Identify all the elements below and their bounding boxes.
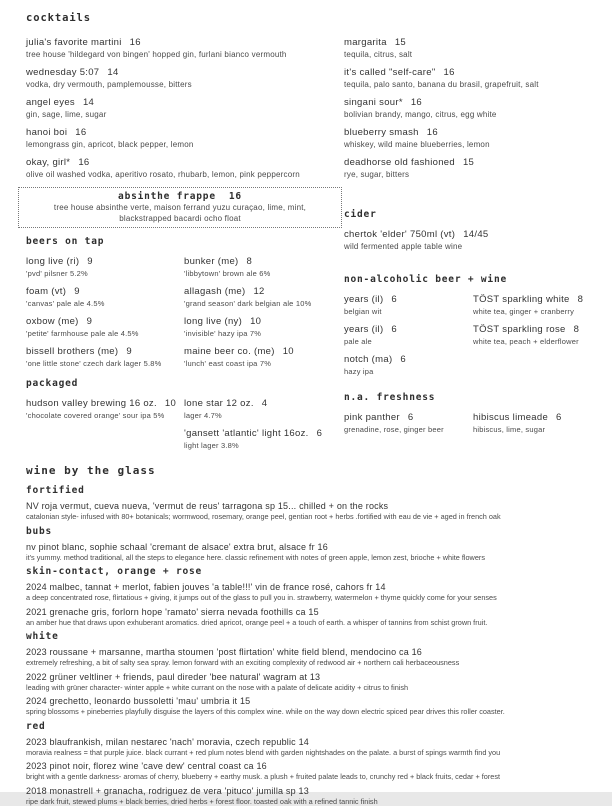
- item-name: angel eyes: [26, 97, 75, 108]
- item-desc: vodka, dry vermouth, pamplemousse, bitters: [26, 79, 344, 90]
- item-price: 6: [317, 428, 323, 439]
- menu-item: [184, 398, 344, 421]
- section-wine-by-the-glass: [26, 464, 588, 806]
- wine-title: 2023 roussane + marsanne, martha stoumen 'post flirtation' white field blend, mendocino ca 16: [26, 647, 588, 658]
- menu-item: [344, 412, 473, 435]
- item-price: 8: [574, 324, 580, 335]
- item-name-line: [26, 286, 184, 298]
- item-name-line: [26, 346, 184, 358]
- subsection-title-skin-contact: skin-contact, orange + rose: [26, 566, 588, 577]
- item-desc: 'one little stone' czech dark lager 5.8%: [26, 358, 184, 369]
- menu-item: [184, 346, 344, 369]
- section-non-alcoholic: [344, 274, 588, 384]
- packaged-grid: [26, 398, 344, 458]
- non-alcoholic-grid: [344, 294, 588, 384]
- item-desc: hazy ipa: [344, 366, 473, 377]
- wine-item: [26, 607, 588, 628]
- section-title-wine-by-the-glass: wine by the glass: [26, 464, 588, 477]
- section-na-freshness: [344, 392, 588, 442]
- item-name: deadhorse old fashioned: [344, 157, 455, 168]
- section-title-non-alcoholic: non-alcoholic beer + wine: [344, 274, 588, 286]
- item-name-line: [184, 286, 344, 298]
- cocktails-right-column: [344, 37, 588, 187]
- item-name-line: [26, 398, 184, 410]
- item-desc: bolivian brandy, mango, citrus, egg white: [344, 109, 588, 120]
- item-price: 10: [250, 316, 261, 327]
- item-name-line: [344, 97, 588, 109]
- menu-item: [26, 316, 184, 339]
- item-desc: lemongrass gin, apricot, black pepper, lemon: [26, 139, 344, 150]
- wine-item: [26, 737, 588, 758]
- subsection-title-white: white: [26, 631, 588, 642]
- item-name-line: [344, 324, 473, 336]
- wine-item: [26, 786, 588, 806]
- item-price: 10: [165, 398, 176, 409]
- item-desc: whiskey, wild maine blueberries, lemon: [344, 139, 588, 150]
- item-desc: tequila, citrus, salt: [344, 49, 588, 60]
- item-name: 'gansett 'atlantic' light 16oz.: [184, 428, 309, 439]
- section-packaged: [26, 378, 344, 458]
- item-price: 16: [444, 67, 455, 78]
- item-name: years (il): [344, 324, 383, 335]
- subsection-title-fortified: fortified: [26, 485, 588, 496]
- menu-item: [344, 37, 588, 60]
- menu-item: [473, 294, 588, 317]
- item-price: 14: [83, 97, 94, 108]
- item-name-line: [344, 37, 588, 49]
- middle-left-column: [26, 187, 344, 458]
- wine-note: extremely refreshing, a bit of salty sea spray. lemon forward with an exciting complexity of redwood air + northern cali herbaceousness: [26, 658, 588, 668]
- item-name: wednesday 5:07: [26, 67, 99, 78]
- wine-title: 2022 grüner veltliner + friends, paul direder 'bee natural' wagram at 13: [26, 672, 588, 683]
- item-desc: tree house absinthe verte, maison ferrand yuzu curaçao, lime, mint, blackstrapped bacardi ocho float: [27, 203, 333, 224]
- wine-subsection-fortified: [26, 485, 588, 522]
- item-price: 16: [130, 37, 141, 48]
- item-name: it's called "self-care": [344, 67, 436, 78]
- section-beers-on-tap: [26, 236, 344, 376]
- item-name: TÖST sparkling white: [473, 294, 570, 305]
- item-name-line: [344, 157, 588, 169]
- item-name: hudson valley brewing 16 oz.: [26, 398, 157, 409]
- item-name: long live (ri): [26, 256, 79, 267]
- wine-note: leading with grüner character- winter apple + white currant on the nose with a palate of delicate acidity + citrus to finish: [26, 683, 588, 693]
- item-name: TÖST sparkling rose: [473, 324, 566, 335]
- item-desc: wild fermented apple table wine: [344, 241, 588, 252]
- item-price: 8: [578, 294, 584, 305]
- section-title-cocktails: cocktails: [26, 12, 588, 25]
- item-name-line: [184, 256, 344, 268]
- item-name-line: [344, 67, 588, 79]
- item-desc: 'lunch' east coast ipa 7%: [184, 358, 344, 369]
- packaged-right-cell: [184, 398, 344, 458]
- item-price: 16: [78, 157, 89, 168]
- section-cider: [344, 209, 588, 252]
- middle-columns: [26, 187, 588, 458]
- menu-item: [26, 67, 344, 90]
- item-desc: olive oil washed vodka, aperitivo rosato, rhubarb, lemon, pink peppercorn: [26, 169, 344, 180]
- wine-item: [26, 696, 588, 717]
- wine-item: [26, 647, 588, 668]
- menu-item: [184, 428, 344, 451]
- item-price: 16: [229, 191, 242, 202]
- cocktails-left-column: [26, 37, 344, 187]
- menu-item: [344, 294, 473, 317]
- item-name-line: [344, 354, 473, 366]
- item-name: notch (ma): [344, 354, 392, 365]
- item-desc: rye, sugar, bitters: [344, 169, 588, 180]
- packaged-left-cell: [26, 398, 184, 458]
- menu-item: [473, 412, 588, 435]
- item-name: years (il): [344, 294, 383, 305]
- item-name-line: [26, 157, 344, 169]
- item-name: maine beer co. (me): [184, 346, 275, 357]
- item-price: 16: [427, 127, 438, 138]
- wine-title: NV roja vermut, cueva nueva, 'vermut de reus' tarragona sp 15... chilled + on the rocks: [26, 501, 588, 512]
- wine-note: moravia realness = that purple juice. black currant + red plum notes blend with garden nightshades on the palate. a burst of spings warmth find you: [26, 748, 588, 758]
- item-name: long live (ny): [184, 316, 242, 327]
- item-name-line: [473, 294, 588, 306]
- item-desc: tree house 'hildegard von bingen' hopped gin, furlani bianco vermouth: [26, 49, 344, 60]
- item-name: absinthe frappe: [118, 191, 216, 202]
- item-name-line: [344, 294, 473, 306]
- item-desc: tequila, palo santo, banana du brasil, grapefruit, salt: [344, 79, 588, 90]
- item-name-line: [344, 127, 588, 139]
- item-name-line: [26, 127, 344, 139]
- item-price: 14/45: [463, 229, 488, 240]
- menu-item: [184, 316, 344, 339]
- subsection-title-bubs: bubs: [26, 526, 588, 537]
- menu-item: [26, 286, 184, 309]
- item-name-line: [184, 316, 344, 328]
- wine-title: 2021 grenache gris, forlorn hope 'ramato' sierra nevada foothills ca 15: [26, 607, 588, 618]
- na-freshness-grid: [344, 412, 588, 442]
- cocktails-columns: [26, 37, 588, 187]
- item-price: 9: [87, 256, 93, 267]
- item-name-line: [26, 316, 184, 328]
- item-name-line: [184, 346, 344, 358]
- item-name-line: [344, 229, 588, 241]
- item-desc: 'canvas' pale ale 4.5%: [26, 298, 184, 309]
- section-title-cider: cider: [344, 209, 588, 221]
- item-desc: hibiscus, lime, sugar: [473, 424, 588, 435]
- item-name: okay, girl*: [26, 157, 70, 168]
- menu-item: [344, 354, 473, 377]
- item-name: julia's favorite martini: [26, 37, 122, 48]
- item-desc: light lager 3.8%: [184, 440, 344, 451]
- item-name-line: [27, 190, 333, 203]
- wine-title: 2018 monastrell + granacha, rodriguez de vera 'pituco' jumilla sp 13: [26, 786, 588, 797]
- wine-note: a deep concentrated rose, flirtatious + giving, it jumps out of the glass to pull you in. strawberry, watermelon + thyme quickly come for your senses: [26, 593, 588, 603]
- item-desc: white tea, peach + elderflower: [473, 336, 588, 347]
- menu-item: [344, 127, 588, 150]
- menu-item: [26, 127, 344, 150]
- menu-item: [26, 398, 184, 421]
- item-name-line: [26, 67, 344, 79]
- menu-item: [344, 97, 588, 120]
- item-desc: white tea, ginger + cranberry: [473, 306, 588, 317]
- wine-subsection-red: [26, 721, 588, 806]
- item-name-line: [344, 412, 473, 424]
- item-name: lone star 12 oz.: [184, 398, 254, 409]
- item-name: chertok 'elder' 750ml (vt): [344, 229, 455, 240]
- wine-title: nv pinot blanc, sophie schaal 'cremant de alsace' extra brut, alsace fr 16: [26, 542, 588, 553]
- item-name: hibiscus limeade: [473, 412, 548, 423]
- item-price: 8: [247, 256, 253, 267]
- wine-note: catalonian style- infused with 80+ botanicals; wormwood, rosemary, orange peel, gentian root + herbs .fortified with eau de vie + aged in french oak: [26, 512, 588, 522]
- wine-item: [26, 761, 588, 782]
- item-price: 16: [411, 97, 422, 108]
- empty-cell: [473, 354, 588, 384]
- item-desc: gin, sage, lime, sugar: [26, 109, 344, 120]
- item-name-line: [473, 324, 588, 336]
- item-price: 9: [74, 286, 80, 297]
- absinthe-frappe-box: [18, 187, 342, 228]
- menu-item: [344, 229, 588, 252]
- menu-item: [344, 324, 473, 347]
- item-name: margarita: [344, 37, 387, 48]
- item-price: 12: [253, 286, 264, 297]
- wine-item: [26, 582, 588, 603]
- section-title-beers-on-tap: beers on tap: [26, 236, 344, 248]
- item-price: 9: [87, 316, 93, 327]
- wine-subsection-white: [26, 631, 588, 717]
- item-name-line: [184, 398, 344, 410]
- wine-title: 2023 blaufrankish, milan nestarec 'nach' moravia, czech republic 14: [26, 737, 588, 748]
- menu-item: [26, 97, 344, 120]
- menu-item: [344, 157, 588, 180]
- wine-item: [26, 542, 588, 563]
- item-name: hanoi boi: [26, 127, 67, 138]
- item-price: 4: [262, 398, 268, 409]
- wine-note: ripe dark fruit, stewed plums + black berries, dried herbs + forest floor. toasted oak with a refined tannic finish: [26, 797, 588, 806]
- item-name-line: [26, 97, 344, 109]
- item-price: 9: [126, 346, 132, 357]
- wine-item: [26, 672, 588, 693]
- item-price: 14: [107, 67, 118, 78]
- item-price: 15: [463, 157, 474, 168]
- item-name: blueberry smash: [344, 127, 419, 138]
- wine-subsection-skin-contact: [26, 566, 588, 627]
- item-price: 6: [408, 412, 414, 423]
- item-name-line: [26, 256, 184, 268]
- item-price: 6: [391, 294, 397, 305]
- wine-note: spring blossoms + pineberries playfully disguise the layers of this complex wine. while on the way down electric spiced pear drives this roller coaster.: [26, 707, 588, 717]
- item-desc: pale ale: [344, 336, 473, 347]
- item-desc: 'pvd' pilsner 5.2%: [26, 268, 184, 279]
- beers-grid: [26, 256, 344, 376]
- item-desc: belgian wit: [344, 306, 473, 317]
- section-title-packaged: packaged: [26, 378, 344, 390]
- wine-note: it's yummy. method traditional, all the steps to elegance here. classic refinement with notes of green apple, lemon zest, brioche + white flowers: [26, 553, 588, 563]
- wine-note: bright with a gentle darkness- aromas of cherry, blueberry + earthy musk. a plush + fruited palate leads to, crunchy red + black fruits, cedar + forest: [26, 772, 588, 782]
- section-title-na-freshness: n.a. freshness: [344, 392, 588, 404]
- item-name: bunker (me): [184, 256, 239, 267]
- wine-note: an amber hue that draws upon exhuberant aromatics. dried apricot, orange peel + a touch of earth. a whisper of tannins from schist grown fruit.: [26, 618, 588, 628]
- item-name: singani sour*: [344, 97, 403, 108]
- menu-item: [344, 67, 588, 90]
- wine-subsection-bubs: [26, 526, 588, 563]
- item-name: bissell brothers (me): [26, 346, 118, 357]
- item-name-line: [184, 428, 344, 440]
- item-name: foam (vt): [26, 286, 66, 297]
- menu-item: [26, 37, 344, 60]
- middle-right-column: [344, 187, 588, 458]
- item-price: 10: [283, 346, 294, 357]
- item-name: oxbow (me): [26, 316, 79, 327]
- item-desc: grenadine, rose, ginger beer: [344, 424, 473, 435]
- item-desc: 'libbytown' brown ale 6%: [184, 268, 344, 279]
- item-price: 6: [400, 354, 406, 365]
- wine-title: 2024 malbec, tannat + merlot, fabien jouves 'a table!!!' vin de france rosé, cahors fr 14: [26, 582, 588, 593]
- item-price: 15: [395, 37, 406, 48]
- item-name: pink panther: [344, 412, 400, 423]
- item-name-line: [26, 37, 344, 49]
- menu-item: [26, 346, 184, 369]
- item-desc: 'invisible' hazy ipa 7%: [184, 328, 344, 339]
- subsection-title-red: red: [26, 721, 588, 732]
- item-desc: 'grand season' dark belgian ale 10%: [184, 298, 344, 309]
- menu-item: [184, 286, 344, 309]
- item-desc: 'petite' farmhouse pale ale 4.5%: [26, 328, 184, 339]
- wine-item: [26, 501, 588, 522]
- wine-title: 2024 grechetto, leonardo bussoletti 'mau' umbria it 15: [26, 696, 588, 707]
- item-desc: lager 4.7%: [184, 410, 344, 421]
- menu-item: [26, 256, 184, 279]
- menu-item: [473, 324, 588, 347]
- menu-item: [26, 157, 344, 180]
- item-name-line: [473, 412, 588, 424]
- item-price: 16: [75, 127, 86, 138]
- item-price: 6: [391, 324, 397, 335]
- item-desc: 'chocolate covered orange' sour ipa 5%: [26, 410, 184, 421]
- item-name: allagash (me): [184, 286, 245, 297]
- item-price: 6: [556, 412, 562, 423]
- wine-title: 2023 pinot noir, florez wine 'cave dew' central coast ca 16: [26, 761, 588, 772]
- menu-item: [184, 256, 344, 279]
